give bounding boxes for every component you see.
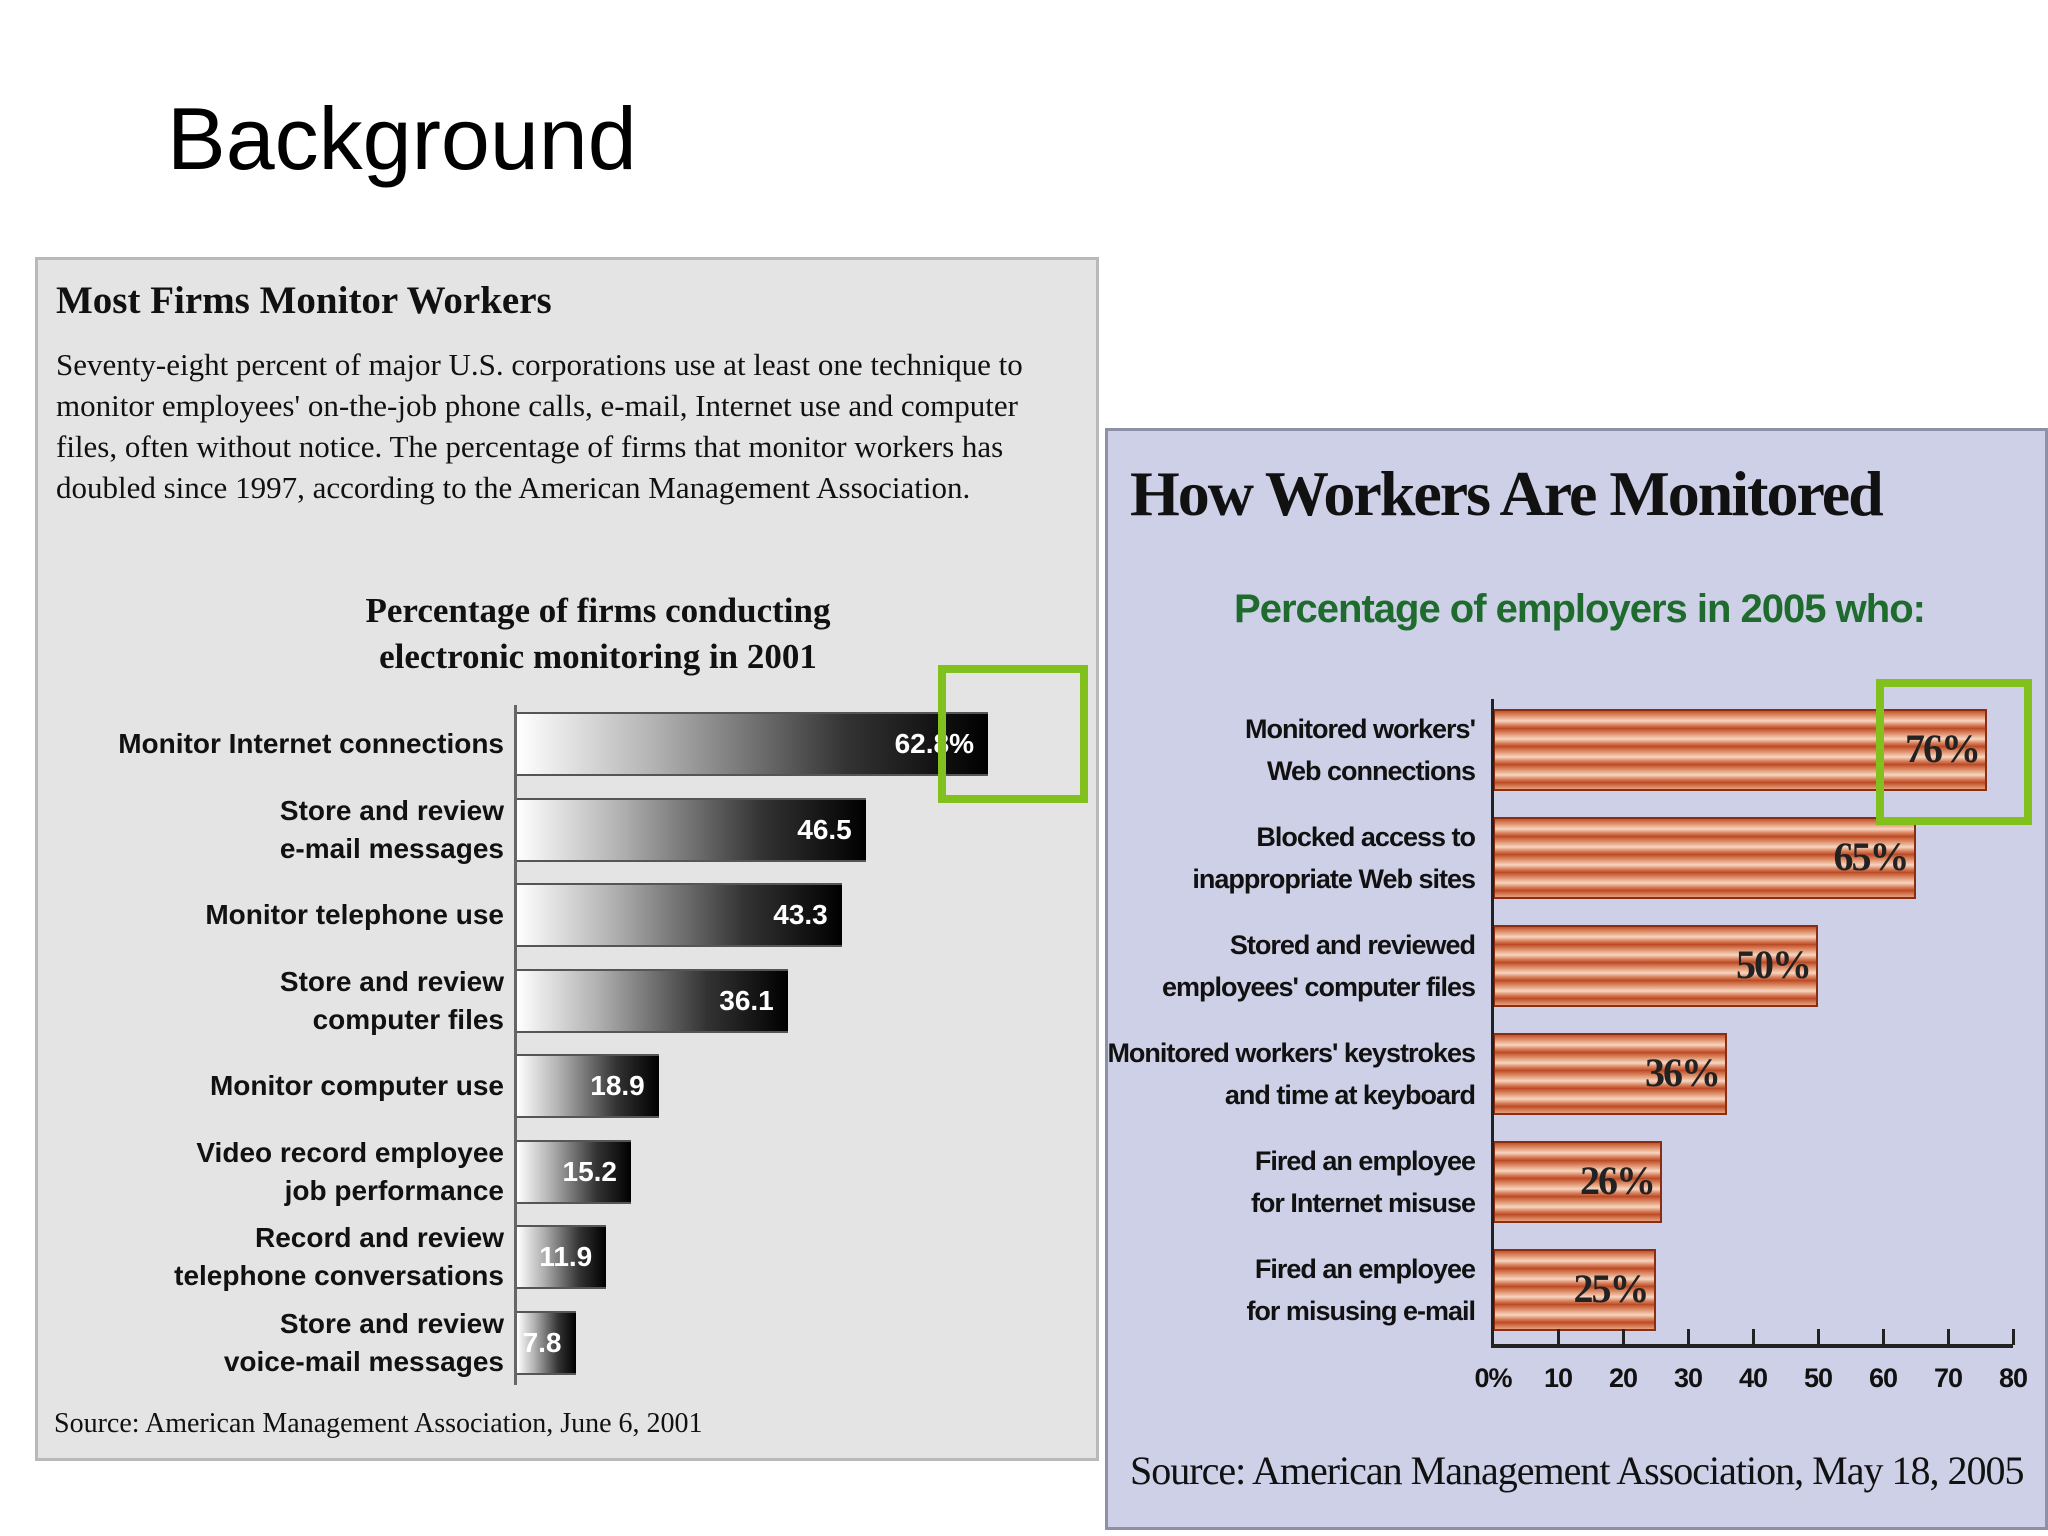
x-tick-label: 30 [1673,1363,1703,1393]
source-note: Source: American Management Association, June 6, 2001 [54,1408,703,1439]
bar-value-label: 36% [1645,1050,1719,1095]
x-tick-mark [1947,1329,1950,1345]
bar-label-line: employees' computer files [1161,972,1475,1002]
bar-label-line: Record and review [255,1222,504,1253]
x-tick-label: 10 [1543,1363,1573,1393]
source-note: Source: American Management Association, May 18, 2005 [1130,1448,2024,1493]
bar-label [210,1067,504,1105]
bar-label-line: e-mail messages [279,832,504,864]
bar-value-label: 25% [1573,1266,1648,1311]
bar-label [224,1305,504,1381]
bar-label-line: Monitored workers' [1245,714,1475,744]
bar-label-line: for Internet misuse [1250,1188,1475,1218]
panel-title: Most Firms Monitor Workers [56,279,552,322]
x-tick-label: 20 [1608,1363,1638,1393]
bar-label [205,896,504,934]
bar-label-line: voice-mail messages [223,1345,504,1377]
slide-title: Background [167,89,637,188]
bar-value-label: 7.8 [522,1326,562,1358]
bar-label [1192,816,1475,900]
panel-description: Seventy-eight percent of major U.S. corporations use at least one technique to monitor employees' on-the-job phone calls, e-mail, Internet use and computer files, often without notice. The percentage of firms that monitor workers has doubled since 1997, according to the American Management Association. [56,347,1023,505]
chart-title-line1: Percentage of firms conducting [365,591,831,630]
bar-value-label: 36.1 [719,984,774,1016]
bar-label [196,1134,504,1210]
panel-title: How Workers Are Monitored [1130,458,1882,529]
bar-label-line: Web connections [1266,756,1475,786]
bar-label [1107,1032,1475,1116]
bar-value-label: 15.2 [562,1155,617,1187]
x-tick-label: 60 [1868,1363,1898,1393]
bar-label-line: Fired an employee [1254,1254,1475,1284]
bar-value-label: 18.9 [590,1070,645,1101]
x-tick-mark [1557,1329,1560,1345]
x-tick-label: 70 [1933,1363,1963,1393]
bar-label-line: Store and review [279,1307,504,1339]
bar-label-line: Fired an employee [1254,1146,1475,1176]
bar-label-line: Monitored workers' keystrokes [1107,1038,1475,1068]
bar-label-line: Stored and reviewed [1229,930,1475,960]
bar-label [1162,924,1475,1008]
bar-label-line: and time at keyboard [1224,1080,1475,1110]
bar-label-line: computer files [312,1003,504,1035]
highlight-box [1876,679,2032,825]
bar-value-label: 46.5 [797,813,852,845]
bar-label-line: Monitor telephone use [205,899,504,930]
x-tick-mark [1817,1329,1820,1345]
chart-subtitle: Percentage of employers in 2005 who: [1234,587,1925,631]
bar-label-line: Store and review [279,794,504,826]
bar-value-label: 43.3 [773,899,828,930]
bar-value-label: 76% [1905,726,1979,771]
x-tick-mark [1622,1329,1625,1345]
x-tick-mark [1752,1329,1755,1345]
x-tick-label: 0% [1474,1363,1512,1393]
bar-label-line: job performance [284,1174,504,1206]
monitoring-2005-panel [1105,428,2048,1530]
bar-label [118,725,504,763]
chart-title [238,588,958,680]
bar-value-label: 62.8% [894,728,974,759]
bar-label [280,792,504,868]
x-tick-mark [1687,1329,1690,1345]
bar-value-label: 11.9 [539,1241,593,1272]
bar-label-line: Monitor Internet connections [118,728,504,759]
x-tick-mark [2012,1329,2015,1345]
chart-title-line2: electronic monitoring in 2001 [379,637,817,676]
bar-label-line: Blocked access to [1256,822,1475,852]
x-tick-mark [1882,1329,1885,1345]
bar-label-line: Store and review [279,965,504,997]
bar-label-line: telephone conversations [174,1260,504,1291]
highlight-box [938,665,1088,803]
bar-label [1246,1248,1475,1332]
x-tick-label: 50 [1803,1363,1833,1393]
bar-label-line: Video record employee [196,1136,504,1168]
bar-value-label: 65% [1833,834,1908,879]
bar-label [174,1219,504,1295]
x-tick-label: 80 [1998,1363,2028,1393]
monitoring-2001-panel [35,257,1099,1461]
y-axis-line [1491,699,1494,1347]
x-tick-label: 40 [1738,1363,1768,1393]
bar-label [280,963,504,1039]
bar-label [1245,708,1475,792]
bar-value-label: 50% [1736,942,1810,987]
bar-label-line: for misusing e-mail [1246,1296,1475,1326]
bar-label-line: inappropriate Web sites [1192,864,1475,894]
bar-label [1251,1140,1475,1224]
bar-label-line: Monitor computer use [209,1070,504,1101]
bar-value-label: 26% [1580,1158,1654,1203]
